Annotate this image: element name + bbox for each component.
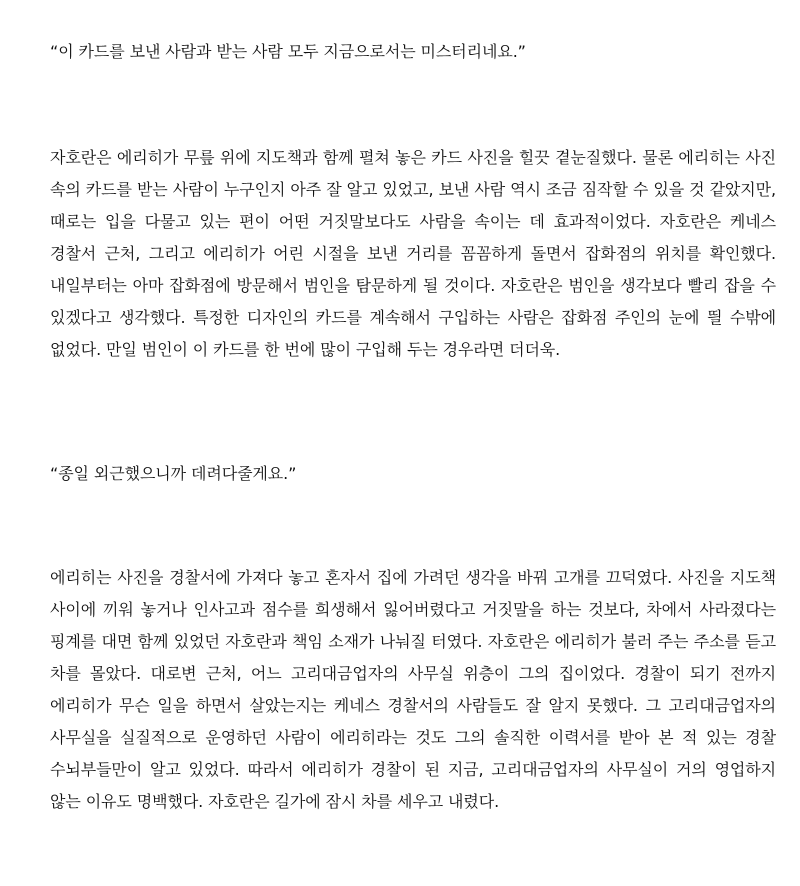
dialogue-paragraph-1: “이 카드를 보낸 사람과 받는 사람 모두 지금으로서는 미스터리네요.” (50, 42, 526, 61)
narrative-paragraph-2: 에리히는 사진을 경찰서에 가져다 놓고 혼자서 집에 가려던 생각을 바꿔 고개를 끄덕였다. 사진을 지도책 사이에 끼워 놓거나 인사고과 점수를 희생해서 잃어버렸다고 거짓말을 하는 것보다, 차에서 사라졌다는 핑계를 대면 함께 있었던 자호란과 책임 소재가 나눠질 터였다. 자호란은 에리히가 불러 주는 주소를 듣고 차를 몰았다. 대로변 근처, 어느 고리대금업자의 사무실 위층이 그의 집이었다. 경찰이 되기 전까지 에리히가 무슨 일을 하면서 살았는지는 케네스 경찰서의 사람들도 잘 알지 못했다. 그 고리대금업자의 사무실을 실질적으로 운영하던 사람이 에리히라는 것도 그의 솔직한 이력서를 받아 본 적 있는 경찰 수뇌부들만이 알고 있었다. 따라서 에리히가 경찰이 된 지금, 고리대금업자의 사무실이 거의 영업하지 않는 이유도 명백했다. 자호란은 길가에 잠시 차를 세우고 내렸다. (50, 568, 776, 811)
narrative-paragraph-1: 자호란은 에리히가 무릎 위에 지도책과 함께 펼쳐 놓은 카드 사진을 힐끗 곁눈질했다. 물론 에리히는 사진 속의 카드를 받는 사람이 누구인지 아주 잘 알고 있었고, 보낸 사람 역시 조금 짐작할 수 있을 것 같았지만, 때로는 입을 다물고 있는 편이 어떤 거짓말보다도 사람을 속이는 데 효과적이었다. 자호란은 케네스 경찰서 근처, 그리고 에리히가 어린 시절을 보낸 거리를 꼼꼼하게 돌면서 잡화점의 위치를 확인했다. 내일부터는 아마 잡화점에 방문해서 범인을 탐문하게 될 것이다. 자호란은 범인을 생각보다 빨리 잡을 수 있겠다고 생각했다. 특정한 디자인의 카드를 계속해서 구입하는 사람은 잡화점 주인의 눈에 띌 수밖에 없었다. 만일 범인이 이 카드를 한 번에 많이 구입해 두는 경우라면 더더욱. (50, 148, 776, 359)
dialogue-paragraph-2: “종일 외근했으니까 데려다줄게요.” (50, 464, 297, 483)
